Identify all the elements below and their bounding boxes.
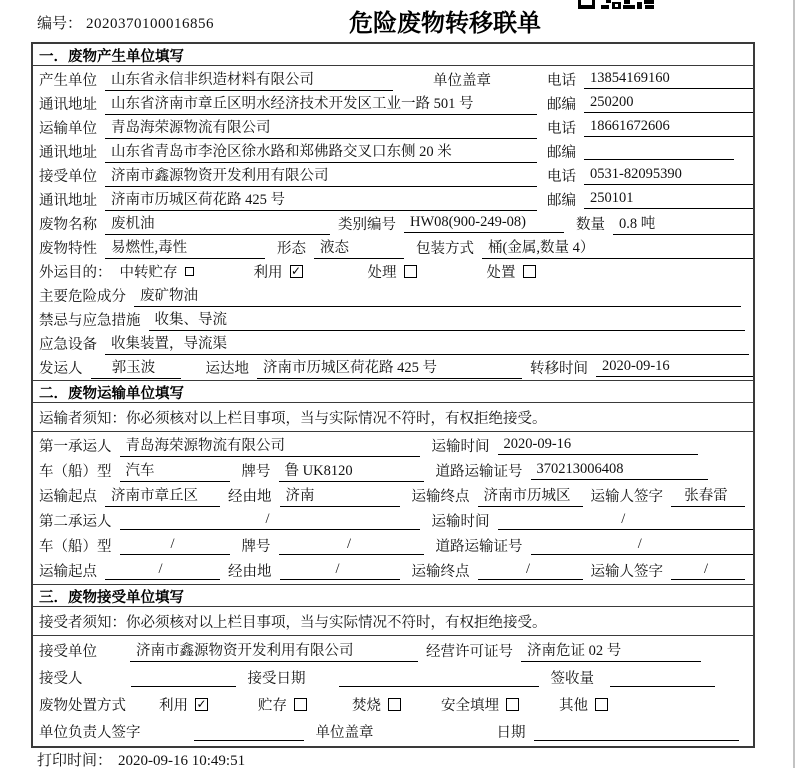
document-number-value: 2020370100016856 (86, 16, 215, 32)
via1-value: 济南 (280, 484, 400, 507)
manifest-form (31, 42, 755, 748)
row-disposal (33, 691, 753, 718)
producer-value: 山东省永信非织造材料有限公司 (105, 68, 393, 91)
row-receiver (33, 163, 753, 187)
producer-seal-label: 单位盖章 (433, 72, 491, 89)
license2-value: / (531, 536, 754, 555)
transporter-value: 青岛海荣源物流有限公司 (105, 116, 537, 139)
receive-date-label: 接受日期 (247, 671, 306, 687)
via2-label: 经由地 (228, 564, 272, 580)
purpose-treat-checkbox (404, 265, 417, 278)
carrier1-value: 青岛海荣源物流有限公司 (120, 434, 420, 457)
license2-label: 道路运输证号 (435, 539, 523, 555)
row-taboo (33, 307, 753, 331)
origin1-value: 济南市章丘区 (105, 484, 220, 507)
row-recipient (33, 664, 753, 691)
receive-date-value (339, 669, 539, 687)
row-waste-character (33, 235, 753, 259)
received-qty-label: 签收量 (550, 671, 594, 687)
transporter-zip-value (584, 142, 734, 160)
row-accept-unit (33, 637, 753, 664)
print-time-label: 打印时间： (37, 753, 113, 768)
taboo-label: 禁忌与应急措施 (39, 312, 141, 329)
purpose-treat-label: 处理 (367, 264, 397, 281)
end1-label: 运输终点 (411, 489, 470, 505)
transfer-time-label: 转移时间 (530, 360, 588, 377)
purpose-transfer-checkbox (185, 267, 194, 276)
disposal-store-label: 贮存 (258, 698, 287, 714)
receiver-value: 济南市鑫源物资开发利用有限公司 (105, 164, 537, 187)
row-producer (33, 67, 753, 91)
section-transport (33, 380, 753, 584)
carrier2-value: / (120, 511, 420, 530)
section-receiver-title: 三．废物接受单位填写 (33, 585, 753, 607)
transporter-phone-value: 18661672606 (584, 118, 753, 137)
page-edge (793, 0, 795, 768)
purpose-use-label: 利用 (253, 264, 283, 281)
receiver-label: 接受单位 (39, 168, 97, 185)
section-transport-title: 二．废物运输单位填写 (33, 381, 753, 403)
sign1-label: 运输人签字 (590, 489, 663, 505)
producer-address-value: 山东省济南市章丘区明水经济技术开发区工业一路 501 号 (105, 92, 537, 115)
page-title: 危险废物转移联单 (349, 11, 541, 37)
section-receiver (33, 584, 753, 746)
vehicle2-value: / (120, 536, 230, 555)
permit-label: 经营许可证号 (426, 644, 513, 660)
receiver-address-value: 济南市历城区荷花路 425 号 (105, 188, 537, 211)
producer-label: 产生单位 (39, 72, 97, 89)
character-value: 易燃性,毒性 (105, 236, 265, 259)
waste-name-value: 废机油 (105, 212, 330, 235)
destination-label: 运达地 (205, 360, 249, 377)
license1-label: 道路运输证号 (435, 464, 523, 480)
origin1-label: 运输起点 (39, 489, 97, 505)
transporter-label: 运输单位 (39, 120, 97, 137)
receiver-phone-label: 电话 (547, 168, 576, 185)
disposal-burn-label: 焚烧 (352, 698, 381, 714)
via1-label: 经由地 (228, 489, 272, 505)
packing-value: 桶(金属,数量 4） (482, 236, 753, 259)
receiver-address-label: 通讯地址 (39, 192, 97, 209)
end2-label: 运输终点 (411, 564, 470, 580)
carrier1-label: 第一承运人 (39, 439, 112, 455)
row-equipment (33, 331, 753, 355)
producer-address-label: 通讯地址 (39, 96, 97, 113)
origin2-label: 运输起点 (39, 564, 97, 580)
vehicle1-label: 车（船）型 (39, 464, 112, 480)
plate1-value: 鲁 UK8120 (279, 459, 424, 482)
unit-seal-label: 单位盖章 (315, 725, 374, 741)
shipper-label: 发运人 (39, 360, 83, 377)
row-vehicle2 (33, 533, 753, 558)
hazard-label: 主要危险成分 (39, 288, 126, 305)
row-route2 (33, 558, 753, 583)
accept-unit-value: 济南市鑫源物资开发利用有限公司 (130, 639, 418, 662)
producer-zip-value: 250200 (584, 94, 753, 113)
quantity-value: 0.8 吨 (613, 212, 753, 235)
packing-label: 包装方式 (416, 240, 474, 257)
transfer-time-value: 2020-09-16 (596, 358, 753, 377)
row-carrier2 (33, 508, 753, 533)
hazard-value: 废矿物油 (134, 284, 741, 307)
received-qty-value (610, 669, 715, 687)
transporter-address-label: 通讯地址 (39, 144, 97, 161)
destination-value: 济南市历城区荷花路 425 号 (257, 356, 522, 379)
disposal-other-checkbox (595, 698, 608, 711)
row-hazard (33, 283, 753, 307)
accept-unit-label: 接受单位 (39, 644, 97, 660)
quantity-label: 数量 (576, 216, 605, 233)
receiver-phone-value: 0531-82095390 (584, 166, 753, 185)
producer-zip-label: 邮编 (547, 96, 576, 113)
form-value: 液态 (314, 236, 404, 259)
row-carrier1 (33, 433, 753, 458)
transporter-phone-label: 电话 (547, 120, 576, 137)
row-receiver-address (33, 187, 753, 211)
origin2-value: / (105, 561, 220, 580)
plate1-label: 牌号 (241, 464, 271, 480)
row-route1 (33, 483, 753, 508)
category-label: 类别编号 (338, 216, 396, 233)
row-transporter (33, 115, 753, 139)
responsible-sign-value (194, 723, 304, 741)
equipment-value: 收集装置，导流渠 (105, 332, 749, 355)
vehicle1-value: 汽车 (120, 459, 230, 482)
transport-time2-label: 运输时间 (431, 514, 490, 530)
permit-value: 济南危证 02 号 (521, 639, 701, 662)
form-label: 形态 (277, 240, 306, 257)
purpose-dispose-label: 处置 (486, 264, 516, 281)
shipper-value: 郭玉波 (91, 356, 181, 379)
purpose-use-checkbox: ✓ (290, 263, 302, 278)
license1-value: 370213006408 (531, 461, 709, 480)
transport-notice: 运输者须知：你必须核对以上栏目事项，当与实际情况不符时，有权拒绝接受。 (33, 403, 753, 432)
receiver-zip-value: 250101 (584, 190, 753, 209)
disposal-use-checkbox: ✓ (196, 697, 207, 711)
character-label: 废物特性 (39, 240, 97, 257)
carrier2-label: 第二承运人 (39, 514, 112, 530)
print-time (37, 749, 245, 768)
row-transporter-address (33, 139, 753, 163)
disposal-use-label: 利用 (159, 698, 188, 714)
receiver-zip-label: 邮编 (547, 192, 576, 209)
sign2-label: 运输人签字 (590, 564, 663, 580)
waste-name-label: 废物名称 (39, 216, 97, 233)
sign-date-label: 日期 (496, 725, 526, 741)
recipient-value (131, 669, 236, 687)
plate2-label: 牌号 (241, 539, 271, 555)
disposal-landfill-checkbox (506, 698, 519, 711)
purpose-transfer-label: 中转贮存 (119, 264, 178, 281)
disposal-label: 废物处置方式 (39, 698, 126, 714)
transporter-zip-label: 邮编 (547, 144, 576, 161)
disposal-other-label: 其他 (559, 698, 588, 714)
transport-time1-value: 2020-09-16 (498, 436, 699, 455)
transport-time1-label: 运输时间 (431, 439, 490, 455)
via2-value: / (280, 561, 400, 580)
row-producer-address (33, 91, 753, 115)
purpose-dispose-checkbox (523, 265, 536, 278)
purpose-label: 外运目的： (39, 264, 112, 281)
transporter-address-value: 山东省青岛市李沧区徐水路和郑佛路交叉口东侧 20 米 (105, 140, 537, 163)
section-producer (33, 44, 753, 380)
equipment-label: 应急设备 (39, 336, 97, 353)
row-responsible-sign (33, 718, 753, 745)
section-producer-title: 一．废物产生单位填写 (33, 44, 753, 66)
receiver-notice: 接受者须知：你必须核对以上栏目事项，当与实际情况不符时，有权拒绝接受。 (33, 607, 753, 636)
row-vehicle1 (33, 458, 753, 483)
responsible-sign-label: 单位负责人签字 (39, 725, 141, 741)
producer-phone-value: 13854169160 (584, 70, 753, 89)
plate2-value: / (279, 536, 424, 555)
recipient-label: 接受人 (39, 671, 83, 687)
end1-value: 济南市历城区 (478, 484, 583, 507)
sign-date-value (534, 723, 740, 741)
disposal-burn-checkbox (388, 698, 401, 711)
sign2-value: / (671, 561, 745, 580)
document-number-label: 编号： (37, 16, 83, 32)
vehicle2-label: 车（船）型 (39, 539, 112, 555)
transport-time2-value: / (498, 511, 754, 530)
print-time-value: 2020-09-16 10:49:51 (118, 753, 246, 768)
disposal-landfill-label: 安全填埋 (441, 698, 499, 714)
producer-phone-label: 电话 (547, 72, 576, 89)
end2-value: / (478, 561, 583, 580)
taboo-value: 收集、导流 (149, 308, 746, 331)
sign1-value: 张春雷 (671, 484, 745, 507)
category-value: HW08(900-249-08) (404, 214, 564, 233)
disposal-store-checkbox (294, 698, 307, 711)
row-purpose (33, 259, 753, 283)
row-shipper (33, 355, 753, 379)
row-waste-name (33, 211, 753, 235)
